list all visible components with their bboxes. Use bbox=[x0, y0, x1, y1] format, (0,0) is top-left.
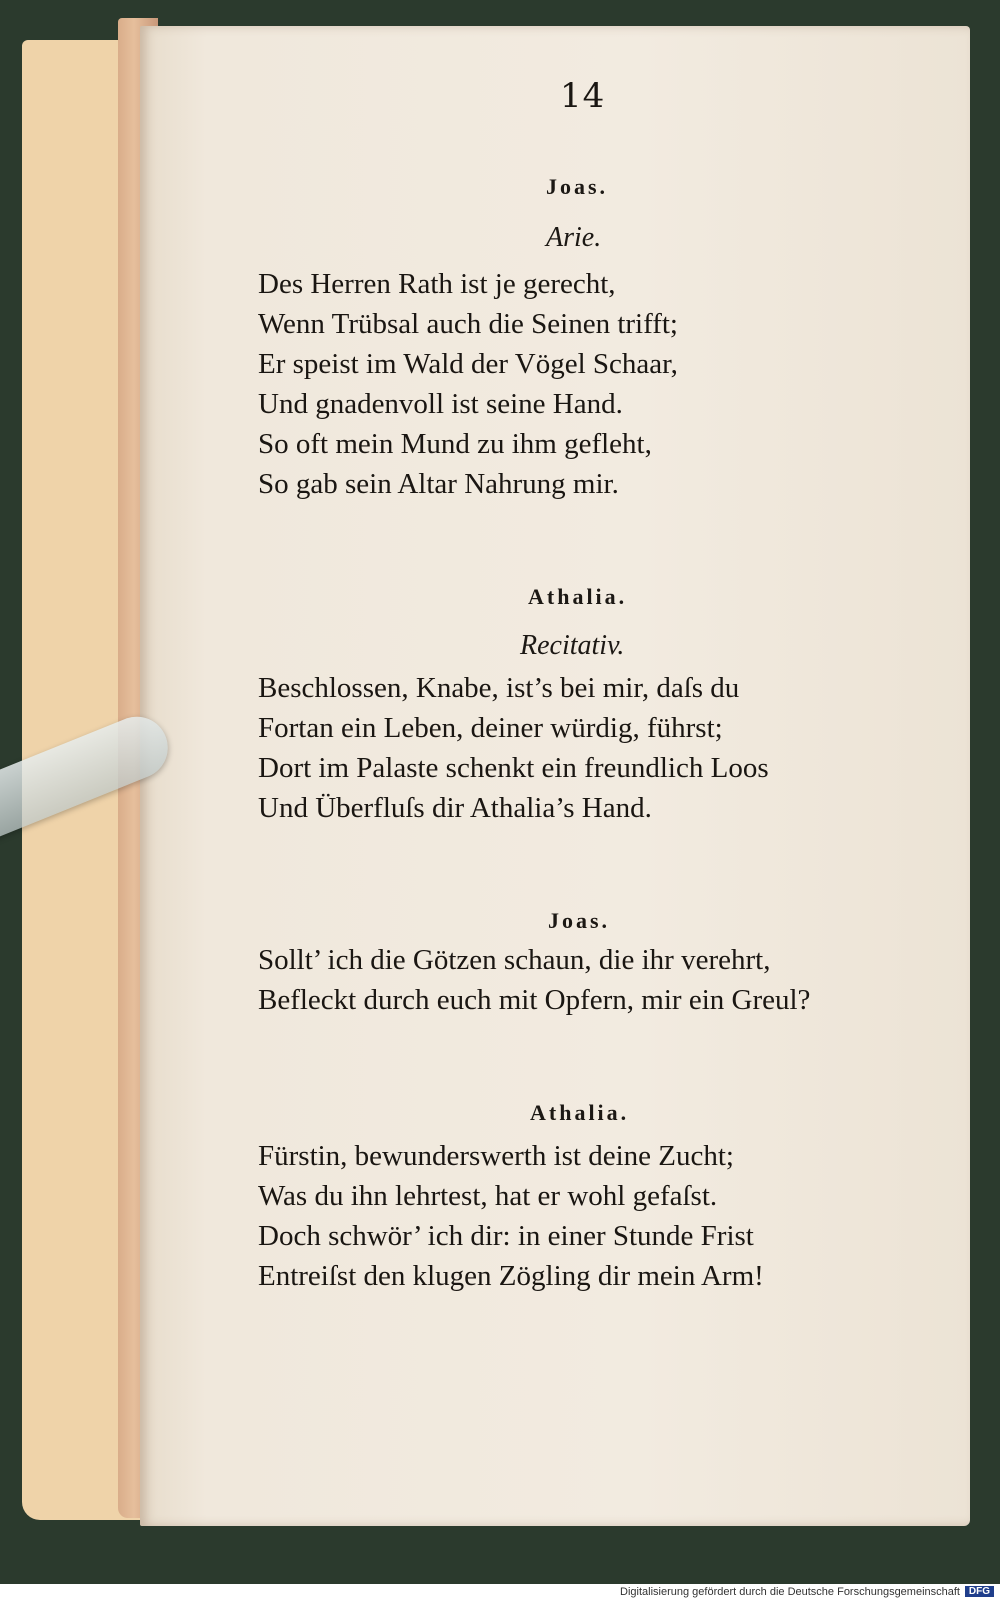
verse-line: Entreiſst den klugen Zögling dir mein Arm! bbox=[258, 1260, 764, 1292]
speaker-joas: Joas. bbox=[548, 908, 611, 933]
verse-block-2 bbox=[258, 668, 769, 828]
verse-line: Sollt’ ich die Götzen schaun, die ihr verehrt, bbox=[258, 944, 771, 976]
stage-direction-recitativ: Recitativ. bbox=[520, 630, 625, 661]
verse-line: Doch schwör’ ich dir: in einer Stunde Frist bbox=[258, 1220, 754, 1252]
speaker-athalia: Athalia. bbox=[530, 1100, 630, 1125]
verse-line: Beschlossen, Knabe, ist’s bei mir, daſs du bbox=[258, 672, 740, 704]
verse-line: Befleckt durch euch mit Opfern, mir ein Greul? bbox=[258, 984, 811, 1016]
verse-line: Und Überfluſs dir Athalia’s Hand. bbox=[258, 792, 652, 824]
verse-line: Er speist im Wald der Vögel Schaar, bbox=[258, 348, 678, 380]
verse-line: Wenn Trübsal auch die Seinen trifft; bbox=[258, 308, 678, 340]
verse-line: Des Herren Rath ist je gerecht, bbox=[258, 268, 616, 300]
speaker-joas: Joas. bbox=[546, 174, 609, 199]
verse-line: Dort im Palaste schenkt ein freundlich Loos bbox=[258, 752, 769, 784]
verse-line: So oft mein Mund zu ihm gefleht, bbox=[258, 428, 652, 460]
verse-block-1 bbox=[258, 264, 678, 504]
verse-line: Und gnadenvoll ist seine Hand. bbox=[258, 388, 623, 420]
dfg-logo: DFG bbox=[965, 1586, 994, 1597]
speaker-athalia: Athalia. bbox=[528, 584, 628, 609]
footer-credit: Digitalisierung gefördert durch die Deutsche Forschungsgemeinschaft bbox=[620, 1586, 960, 1598]
stage-direction-arie: Arie. bbox=[546, 222, 602, 253]
verse-line: So gab sein Altar Nahrung mir. bbox=[258, 468, 619, 500]
verse-block-4 bbox=[258, 1136, 764, 1296]
verse-block-3 bbox=[258, 940, 810, 1020]
page-number: 14 bbox=[560, 76, 606, 116]
verse-line: Fürstin, bewunderswerth ist deine Zucht; bbox=[258, 1140, 734, 1172]
verse-line: Fortan ein Leben, deiner würdig, führst; bbox=[258, 712, 723, 744]
verse-line: Was du ihn lehrtest, hat er wohl gefaſst. bbox=[258, 1180, 718, 1212]
